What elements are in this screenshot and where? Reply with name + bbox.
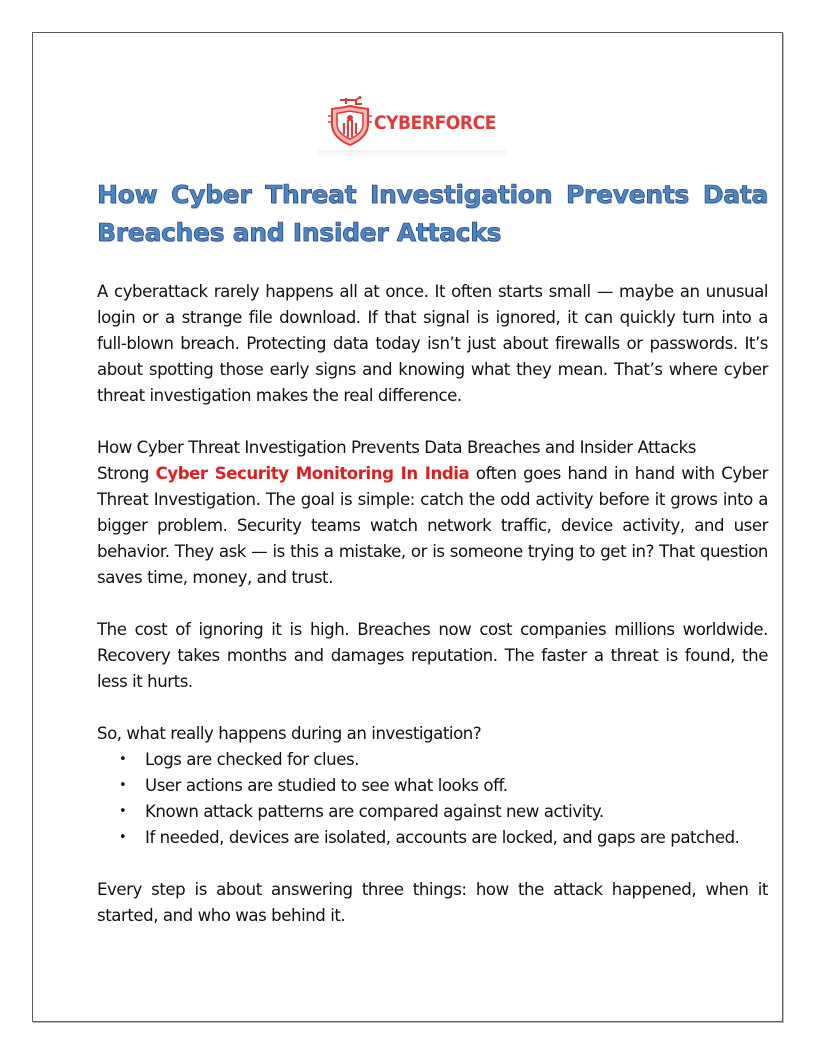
list-item: • If needed, devices are isolated, accounts are locked, and gaps are patched. [145, 825, 768, 851]
article-title: How Cyber Threat Investigation Prevents Data Breaches and Insider Attacks [97, 180, 768, 247]
cost-paragraph: The cost of ignoring it is high. Breaches now cost companies millions worldwide. Recovery takes months and damages reputation. The faster a threat is found, the less it hurts. [97, 620, 768, 691]
investigation-steps-list [97, 747, 768, 851]
intro-paragraph: A cyberattack rarely happens all at once. It often starts small — maybe an unusual login or a strange file download. If that signal is ignored, it can quickly turn into a full-blown breach. Protecting data today isn’t just about firewalls or passwords. It’s about spotting those early signs and knowing what they mean. That’s where cyber threat investigation makes the real difference. [97, 282, 768, 405]
monitoring-paragraph [97, 461, 768, 591]
list-item: • Known attack patterns are compared against new activity. [145, 799, 768, 825]
article-body [97, 279, 768, 955]
closing-paragraph: Every step is about answering three things: how the attack happened, when it started, and who was behind it. [97, 880, 768, 925]
list-intro: So, what really happens during an investigation? [97, 724, 482, 743]
cyber-shield-logo-icon [326, 96, 374, 148]
list-item: • Logs are checked for clues. [145, 747, 768, 773]
monitoring-paragraph-lead: Strong [97, 464, 156, 483]
logo-brand-text: CYBERFORCE [374, 112, 496, 134]
list-item: • User actions are studied to see what looks off. [145, 773, 768, 799]
cyber-security-monitoring-link[interactable]: Cyber Security Monitoring In India [155, 464, 470, 483]
cyberforce-logo [318, 92, 506, 162]
logo-shadow [318, 150, 506, 158]
repeat-heading-line: How Cyber Threat Investigation Prevents Data Breaches and Insider Attacks [97, 438, 696, 457]
monitoring-paragraph-rest: often goes hand in hand with Cyber Threat Investigation. The goal is simple: catch the odd activity before it grows into a bigger problem. Security teams watch network traffic, device activity, and user behavior. They ask — is this a mistake, or is someone trying to get in? That question saves time, money, and trust. [97, 464, 769, 587]
